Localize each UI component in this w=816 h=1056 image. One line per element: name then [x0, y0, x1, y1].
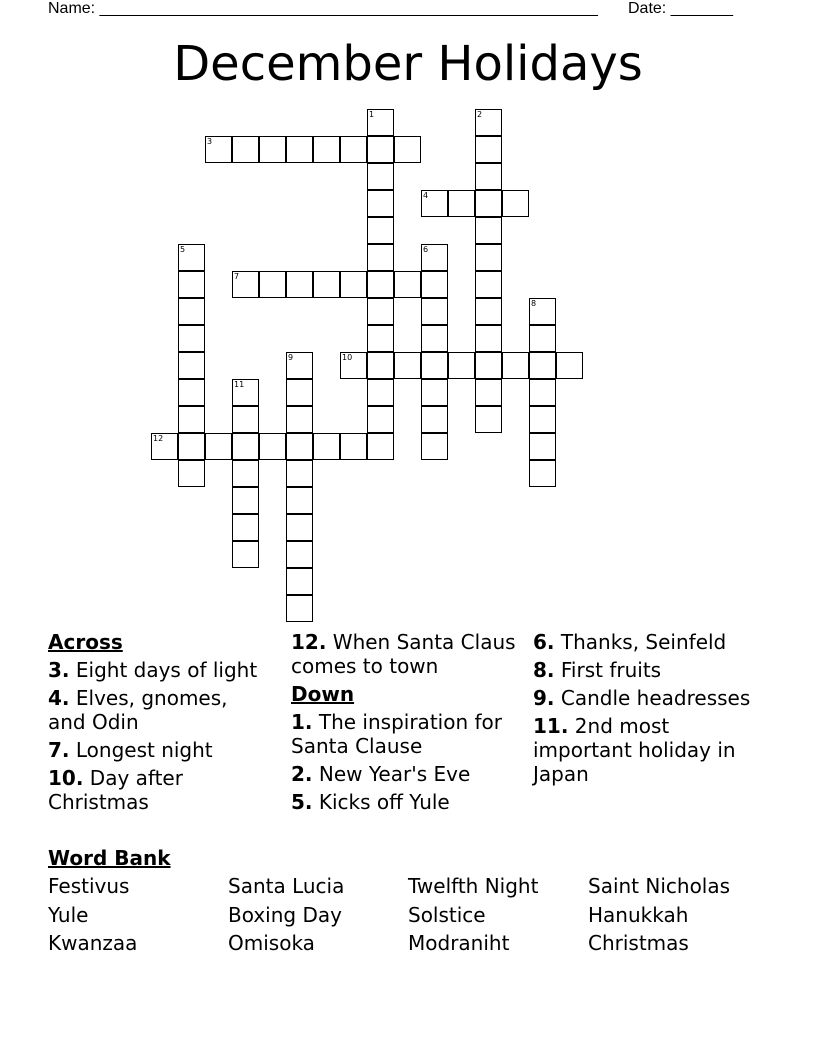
cell-number: 1	[369, 110, 375, 119]
clue-across-12: 12. When Santa Claus comes to town	[291, 630, 516, 678]
grid-cell[interactable]	[475, 406, 502, 433]
grid-cell[interactable]	[259, 271, 286, 298]
cell-number: 8	[531, 299, 537, 308]
grid-cell[interactable]	[151, 433, 178, 460]
grid-cell[interactable]	[529, 325, 556, 352]
grid-cell[interactable]	[421, 379, 448, 406]
word-bank-item: Solstice	[408, 903, 486, 927]
grid-cell[interactable]	[205, 433, 232, 460]
clue-across-10: 10. Day after Christmas	[48, 766, 183, 814]
grid-cell[interactable]	[529, 352, 556, 379]
grid-cell[interactable]	[367, 217, 394, 244]
grid-cell[interactable]	[421, 298, 448, 325]
down-heading: Down	[291, 682, 355, 706]
word-bank-item: Yule	[48, 903, 89, 927]
grid-cell[interactable]	[367, 433, 394, 460]
grid-cell[interactable]	[178, 271, 205, 298]
grid-cell[interactable]	[286, 595, 313, 622]
grid-cell[interactable]	[340, 433, 367, 460]
grid-cell[interactable]	[367, 406, 394, 433]
clue-down-6: 6. Thanks, Seinfeld	[533, 630, 727, 654]
grid-cell[interactable]	[475, 271, 502, 298]
grid-cell[interactable]	[286, 514, 313, 541]
word-bank-item: Hanukkah	[588, 903, 689, 927]
grid-cell[interactable]	[340, 271, 367, 298]
grid-cell[interactable]	[286, 460, 313, 487]
cell-number: 7	[234, 272, 240, 281]
grid-cell[interactable]	[205, 136, 232, 163]
grid-cell[interactable]	[259, 136, 286, 163]
grid-cell[interactable]	[286, 379, 313, 406]
cell-number: 10	[342, 353, 353, 362]
grid-cell[interactable]	[232, 460, 259, 487]
grid-cell[interactable]	[367, 163, 394, 190]
grid-cell[interactable]	[259, 433, 286, 460]
grid-cell[interactable]	[178, 406, 205, 433]
clues-column-3	[533, 630, 773, 790]
grid-cell[interactable]	[529, 298, 556, 325]
clue-down-2: 2. New Year's Eve	[291, 762, 471, 786]
cell-number: 9	[288, 353, 294, 362]
word-bank-item: Modraniht	[408, 931, 510, 955]
grid-cell[interactable]	[502, 190, 529, 217]
word-bank-item: Twelfth Night	[408, 874, 539, 898]
clue-across-4: 4. Elves, gnomes, and Odin	[48, 686, 228, 734]
grid-cell[interactable]	[178, 433, 205, 460]
word-bank-item: Santa Lucia	[228, 874, 345, 898]
word-bank-item: Festivus	[48, 874, 130, 898]
grid-cell[interactable]	[232, 487, 259, 514]
grid-cell[interactable]	[178, 352, 205, 379]
cell-number: 4	[423, 191, 429, 200]
page-title: December Holidays	[173, 36, 643, 92]
grid-cell[interactable]	[286, 568, 313, 595]
grid-cell[interactable]	[313, 136, 340, 163]
grid-cell[interactable]	[475, 217, 502, 244]
grid-cell[interactable]	[475, 298, 502, 325]
grid-cell[interactable]	[475, 244, 502, 271]
cell-number: 5	[180, 245, 186, 254]
word-bank-item: Omisoka	[228, 931, 315, 955]
name-field-label[interactable]: Name: ________________________________________________________	[48, 0, 598, 17]
grid-cell[interactable]	[475, 352, 502, 379]
grid-cell[interactable]	[421, 352, 448, 379]
grid-cell[interactable]	[475, 379, 502, 406]
grid-cell[interactable]	[475, 190, 502, 217]
grid-cell[interactable]	[367, 298, 394, 325]
grid-cell[interactable]	[232, 406, 259, 433]
grid-cell[interactable]	[313, 433, 340, 460]
grid-cell[interactable]	[340, 352, 367, 379]
clue-down-9: 9. Candle headresses	[533, 686, 751, 710]
grid-cell[interactable]	[232, 136, 259, 163]
grid-cell[interactable]	[286, 352, 313, 379]
grid-cell[interactable]	[421, 325, 448, 352]
grid-cell[interactable]	[178, 460, 205, 487]
grid-cell[interactable]	[286, 271, 313, 298]
grid-cell[interactable]	[367, 244, 394, 271]
grid-cell[interactable]	[232, 271, 259, 298]
clue-down-5: 5. Kicks off Yule	[291, 790, 450, 814]
grid-cell[interactable]	[178, 244, 205, 271]
grid-cell[interactable]	[394, 271, 421, 298]
grid-cell[interactable]	[232, 541, 259, 568]
cell-number: 2	[477, 110, 483, 119]
grid-cell[interactable]	[178, 379, 205, 406]
grid-cell[interactable]	[367, 271, 394, 298]
grid-cell[interactable]	[232, 514, 259, 541]
word-bank-item: Boxing Day	[228, 903, 342, 927]
grid-cell[interactable]	[421, 271, 448, 298]
grid-cell[interactable]	[232, 433, 259, 460]
grid-cell[interactable]	[421, 433, 448, 460]
cell-number: 11	[234, 380, 245, 389]
grid-cell[interactable]	[529, 379, 556, 406]
cell-number: 3	[207, 137, 213, 146]
grid-cell[interactable]	[421, 190, 448, 217]
grid-cell[interactable]	[232, 379, 259, 406]
grid-cell[interactable]	[475, 163, 502, 190]
grid-cell[interactable]	[394, 136, 421, 163]
clues-column-2	[291, 630, 516, 818]
grid-cell[interactable]	[286, 433, 313, 460]
word-bank-item: Kwanzaa	[48, 931, 138, 955]
grid-cell[interactable]	[340, 136, 367, 163]
cell-number: 12	[153, 434, 164, 443]
grid-cell[interactable]	[367, 352, 394, 379]
grid-cell[interactable]	[448, 352, 475, 379]
grid-cell[interactable]	[529, 433, 556, 460]
clue-down-1: 1. The inspiration for Santa Clause	[291, 710, 502, 758]
grid-cell[interactable]	[367, 325, 394, 352]
grid-cell[interactable]	[367, 109, 394, 136]
grid-cell[interactable]	[367, 190, 394, 217]
clue-down-11: 11. 2nd most important holiday in Japan	[533, 714, 736, 786]
grid-cell[interactable]	[178, 325, 205, 352]
grid-cell[interactable]	[286, 541, 313, 568]
grid-cell[interactable]	[178, 298, 205, 325]
word-bank-item: Saint Nicholas	[588, 874, 731, 898]
grid-cell[interactable]	[529, 460, 556, 487]
grid-cell[interactable]	[448, 190, 475, 217]
clues-column-1	[48, 630, 258, 818]
word-bank-heading: Word Bank	[48, 846, 171, 870]
grid-cell[interactable]	[421, 244, 448, 271]
grid-cell[interactable]	[286, 136, 313, 163]
grid-cell[interactable]	[475, 136, 502, 163]
across-heading: Across	[48, 630, 123, 654]
grid-cell[interactable]	[394, 352, 421, 379]
grid-cell[interactable]	[421, 406, 448, 433]
grid-cell[interactable]	[286, 487, 313, 514]
date-field-label[interactable]: Date: _______	[628, 0, 733, 17]
cell-number: 6	[423, 245, 429, 254]
clue-down-8: 8. First fruits	[533, 658, 662, 682]
grid-cell[interactable]	[529, 406, 556, 433]
grid-cell[interactable]	[367, 136, 394, 163]
grid-cell[interactable]	[286, 406, 313, 433]
clue-across-7: 7. Longest night	[48, 738, 213, 762]
grid-cell[interactable]	[367, 379, 394, 406]
grid-cell[interactable]	[475, 109, 502, 136]
grid-cell[interactable]	[475, 325, 502, 352]
word-bank-item: Christmas	[588, 931, 689, 955]
clue-across-3: 3. Eight days of light	[48, 658, 258, 682]
grid-cell[interactable]	[313, 271, 340, 298]
grid-cell[interactable]	[556, 352, 583, 379]
grid-cell[interactable]	[502, 352, 529, 379]
